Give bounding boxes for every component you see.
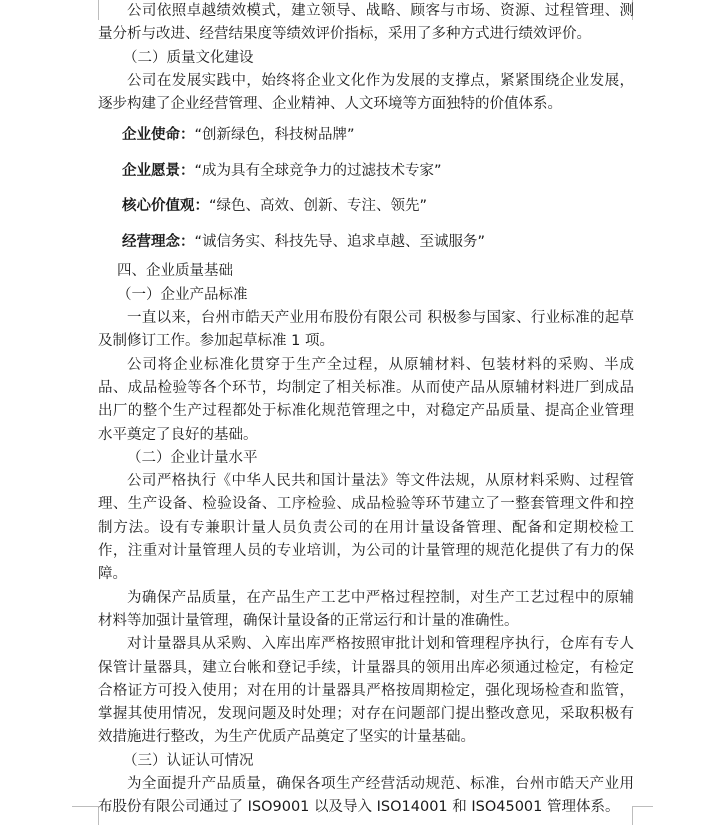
paragraph-process-control: 为确保产品质量，在产品生产工艺中严格过程控制，对生产工艺过程中的原辅材料等加强计量管理，确保计量设备的正常运行和计量的准确性。 [98,589,634,629]
business-philosophy-label: 经营理念： [122,233,195,250]
paragraph-standard-drafting: 一直以来，台州市皓天产业用布股份有限公司 积极参与国家、行业标准的起草及制修订工作。参加起草标准 1 项。 [98,310,634,350]
business-philosophy-line [98,225,634,261]
vision-text: “成为具有全球竞争力的过滤技术专家” [194,162,442,179]
core-values-line [98,189,634,225]
margin-corner-mark-top-left [72,0,99,20]
margin-corner-mark-bottom-left [72,806,99,825]
business-philosophy-text: “诚信务实、科技先导、追求卓越、至诚服务” [194,233,486,250]
vision-line [98,154,634,190]
paragraph-corporate-culture: 公司在发展实践中，始终将企业文化作为发展的支撑点，紧紧围绕企业发展，逐步构建了企业经营管理、企业精神、人文环境等方面独特的价值体系。 [98,72,634,113]
paragraph-iso-systems: 为全面提升产品质量，确保各项生产经营活动规范、标准，台州市皓天产业用布股份有限公司通过了 ISO9001 以及导入 ISO14001 和 ISO45001 管理体系。 [98,776,634,816]
heading-metrology-level: （二）企业计量水平 [127,449,258,466]
heading-certification: （三）认证认可情况 [123,752,254,769]
heading-quality-culture: （二）质量文化建设 [123,49,254,66]
paragraph-performance-evaluation: 公司依照卓越绩效模式，建立领导、战略、顾客与市场、资源、过程管理、测量分析与改进、经营结果度等绩效评价指标，采用了多种方式进行绩效评价。 [98,3,634,43]
document-body [98,0,634,820]
paragraph-instrument-management: 对计量器具从采购、入库出库严格按照审批计划和管理程序执行，仓库有专人保管计量器具，建立台帐和登记手续，计量器具的领用出库必须通过检定，有检定合格证方可投入使用；对在用的计量器具严格按周期检定，强化现场检查和监管，掌握其使用情况，发现问题及时处理；对存在问题部门提出整改意见，采取积极有效措施进行整改，为生产优质产品奠定了坚实的计量基础。 [98,636,634,746]
mission-line [98,118,634,154]
mission-text: “创新绿色，科技树品牌” [194,127,355,144]
paragraph-metrology-law: 公司严格执行《中华人民共和国计量法》等文件法规，从原材料采购、过程管理、生产设备、检验设备、工序检验、成品检验等环节建立了一整套管理文件和控制方法。设有专兼职计量人员负责公司的在用计量设备管理、配备和定期校检工作，注重对计量管理人员的专业培训，为公司的计量管理的规范化提供了有力的保障。 [98,473,634,583]
heading-quality-foundation: 四、企业质量基础 [117,263,233,280]
margin-corner-mark-bottom-right [632,806,653,825]
heading-product-standards: （一）企业产品标准 [117,286,248,303]
vision-label: 企业愿景： [122,162,195,179]
margin-corner-mark-top-right [632,0,653,20]
core-values-text: “绿色、高效、创新、专注、领先” [209,198,428,215]
paragraph-standardization: 公司将企业标准化贯穿于生产全过程，从原辅材料、包装材料的采购、半成品、成品检验等各个环节，均制定了相关标准。从而使产品从原辅材料进厂到成品出厂的整个生产过程都处于标准化规范管理之中，对稳定产品质量、提高企业管理水平奠定了良好的基础。 [98,356,634,443]
core-values-label: 核心价值观： [122,198,209,215]
mission-label: 企业使命： [122,127,195,144]
